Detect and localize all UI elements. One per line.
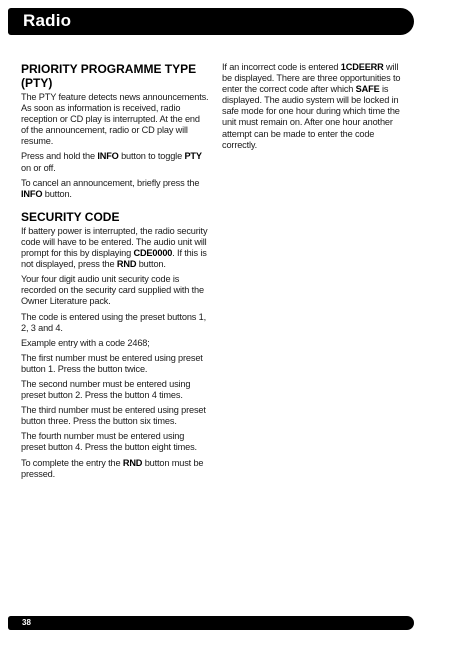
page-number: 38 [22, 618, 31, 627]
text-run: button must be pressed. [21, 457, 204, 479]
right-column [222, 62, 410, 155]
security-heading: SECURITY CODE [21, 209, 120, 224]
text-run: on or off. [21, 162, 56, 173]
rnd-button-ref: RND [122, 457, 143, 468]
text-run: To cancel an announcement, briefly press the [21, 177, 200, 188]
info-button-ref: INFO [21, 188, 43, 199]
text-run: button. [42, 188, 72, 199]
security-paragraph-6: The second number must be entered using preset button 2. Press the button 4 times. [21, 378, 191, 401]
page-section-title: Radio [23, 11, 72, 30]
text-run: will be displayed. There are three opportunities to enter the correct code after which [222, 62, 401, 95]
security-paragraph-7: The third number must be entered using preset button three. Press the button six times. [21, 405, 206, 427]
pty-ref: PTY [184, 151, 202, 162]
left-column [21, 62, 209, 484]
pty-paragraph-2 [21, 151, 209, 173]
header-bar [8, 8, 414, 35]
display-code-ref: CDE0000 [133, 248, 173, 259]
pty-paragraph-3 [21, 178, 209, 200]
pty-heading: PRIORITY PROGRAMME TYPE (PTY) [21, 62, 197, 90]
text-run: is displayed. The audio system will be locked in safe mode for one hour during which time the unit must remain on. After one hour another attempt can be made to enter the code correctly. [222, 84, 400, 150]
text-run: button to toggle [118, 151, 185, 162]
text-run: To complete the entry the [21, 457, 123, 468]
text-run: . If this is not displayed, press the [21, 248, 207, 270]
security-paragraph-8: The fourth number must be entered using preset button 4. Press the button eight times. [21, 431, 197, 453]
security-paragraph-incorrect-code [222, 62, 410, 151]
security-paragraph-3: The code is entered using the preset buttons 1, 2, 3 and 4. [21, 311, 206, 333]
security-paragraph-4: Example entry with a code 2468; [21, 337, 150, 348]
rnd-button-ref: RND [116, 259, 137, 270]
error-code-ref: 1CDEERR [340, 62, 384, 72]
footer-bar [8, 616, 414, 630]
security-paragraph-5: The first number must be entered using preset button 1. Press the button twice. [21, 352, 203, 374]
pty-paragraph-1: The PTY feature detects news announcements. As soon as information is received, radio reception or CD play is interrupted. At the end of the announcement, radio or CD play will resume. [21, 92, 209, 147]
info-button-ref: INFO [97, 151, 119, 162]
text-run: button. [136, 259, 166, 270]
text-run: Press and hold the [21, 151, 98, 162]
text-run: If battery power is interrupted, the radio security code will have to be entered. The audio unit will prompt for this by displaying [21, 225, 208, 259]
text-run: If an incorrect code is entered [222, 62, 341, 72]
security-paragraph-1 [21, 226, 209, 270]
safe-ref: SAFE [355, 84, 380, 95]
security-paragraph-2: Your four digit audio unit security code is recorded on the security card supplied with the Owner Literature pack. [21, 274, 204, 307]
security-paragraph-9 [21, 458, 209, 480]
